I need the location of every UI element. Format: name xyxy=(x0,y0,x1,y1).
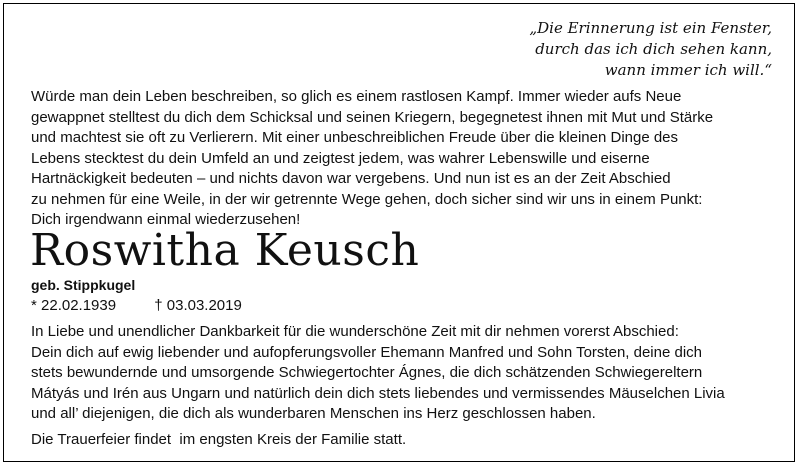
intro-line: zu nehmen für eine Weile, in der wir getrennte Wege gehen, doch sicher sind wir uns in einem Punkt: xyxy=(31,190,703,208)
quote-line: wann immer ich will.“ xyxy=(604,61,772,79)
quote-line: durch das ich dich sehen kann, xyxy=(535,40,772,58)
intro-line: Hartnäckigkeit bedeuten – und nichts davon war vergebens. Und nun ist es an der Zeit Abschied xyxy=(31,170,671,187)
quote-block xyxy=(529,18,772,81)
quote-line: „Die Erinnerung ist ein Fenster, xyxy=(529,19,772,37)
mourners-line: Mátyás und Irén aus Ungarn und natürlich dein dich stets liebendes und vermissendes Mäuselchen Livia xyxy=(31,384,725,402)
intro-paragraph xyxy=(31,87,713,231)
intro-line: Lebens stecktest du dein Umfeld an und zeigtest jedem, was wahrer Lebenswille und eiserne xyxy=(31,149,650,167)
funeral-note: Die Trauerfeier findet im engsten Kreis der Familie statt. xyxy=(31,431,407,448)
intro-line: und machtest sie oft zu Verlierern. Mit einer unbeschreiblichen Freude über die kleinen Dinge des xyxy=(31,129,679,146)
mourners-line: stets bewundernde und umsorgende Schwiegertochter Ágnes, die dich schätzenden Schwiegereltern xyxy=(31,364,703,381)
maiden-name: geb. Stippkugel xyxy=(31,277,136,293)
mourners-line: In Liebe und unendlicher Dankbarkeit für die wunderschöne Zeit mit dir nehmen vorerst Abschied: xyxy=(31,323,679,340)
intro-line: Würde man dein Leben beschreiben, so glich es einem rastlosen Kampf. Immer wieder aufs Neue xyxy=(31,88,682,105)
mourners-line: und all’ diejenigen, die dich als wunderbaren Menschen ins Herz geschlossen haben. xyxy=(31,405,596,422)
birth-date: * 22.02.1939 xyxy=(31,297,117,314)
deceased-name: Roswitha Keusch xyxy=(30,225,420,276)
death-date: † 03.03.2019 xyxy=(154,297,242,314)
intro-line: Dich irgendwann einmal wiederzusehen! xyxy=(31,211,301,228)
mourners-paragraph xyxy=(31,322,725,425)
life-dates xyxy=(31,297,242,314)
mourners-line: Dein dich auf ewig liebender und aufopferungsvoller Ehemann Manfred und Sohn Torsten, deine dich xyxy=(31,343,703,361)
intro-line: gewappnet stelltest du dich dem Schicksal und seinen Kriegern, begegnetest ihnen mit Mut und Stärke xyxy=(31,108,714,126)
